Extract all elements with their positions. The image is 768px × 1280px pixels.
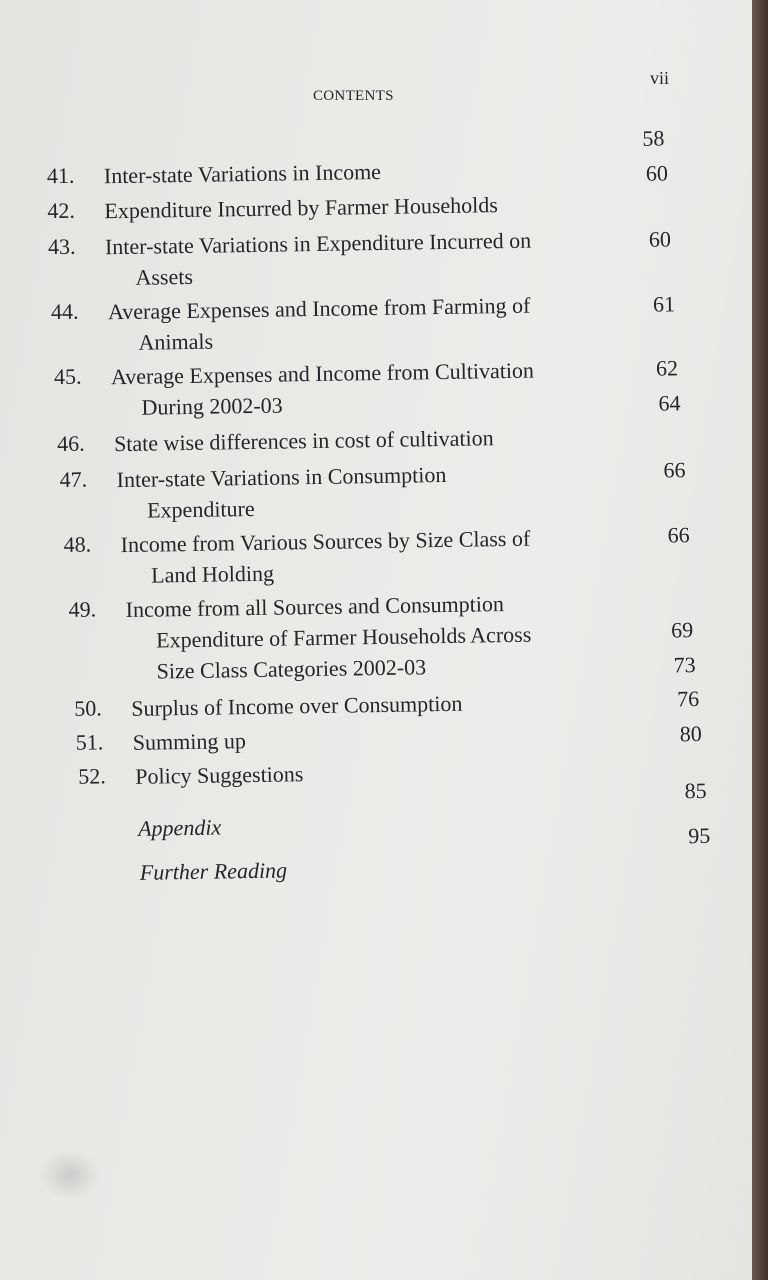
entry-number: 48. bbox=[63, 531, 92, 557]
entry-title: Inter-state Variations in Consumption Expenditure bbox=[116, 461, 447, 523]
entry-number: 41. bbox=[46, 162, 75, 189]
entry-title: Income from all Sources and Consumption Expenditure of Farmer Households Across Size Class Categories 2002-03 bbox=[125, 591, 532, 684]
entry-title: Summing up bbox=[132, 728, 247, 755]
running-head: CONTENTS bbox=[313, 88, 394, 104]
appendix-page: 85 bbox=[684, 777, 707, 804]
further-reading-label: Further Reading bbox=[139, 857, 288, 885]
entry-page: 62 bbox=[655, 355, 679, 381]
entry-title: Policy Suggestions bbox=[135, 761, 304, 789]
entry-title: Inter-state Variations in Income bbox=[103, 158, 382, 189]
entry-page: 64 bbox=[658, 390, 681, 416]
entry-number: 45. bbox=[53, 363, 82, 390]
entry-title: Surplus of Income over Consumption bbox=[131, 690, 463, 721]
entry-number: 50. bbox=[74, 695, 102, 721]
entry-page: 61 bbox=[652, 291, 676, 317]
entry-title: Expenditure Incurred by Farmer Households bbox=[104, 192, 499, 224]
entry-page: 80 bbox=[679, 720, 702, 747]
entry-number: 47. bbox=[59, 466, 88, 493]
book-edge bbox=[752, 0, 768, 1280]
entry-page: 66 bbox=[663, 457, 686, 483]
entry-title: Average Expenses and Income from Cultivation During 2002-03 bbox=[110, 357, 535, 420]
entry-page: 58 bbox=[642, 125, 665, 151]
entry-number: 46. bbox=[56, 430, 85, 457]
entry-number: 51. bbox=[75, 729, 104, 755]
entry-number: 43. bbox=[47, 233, 76, 260]
entry-page: 69 bbox=[670, 617, 694, 643]
entry-page: 60 bbox=[645, 160, 669, 186]
entry-page: 66 bbox=[667, 522, 690, 548]
entry-number: 44. bbox=[50, 298, 79, 325]
entry-number: 52. bbox=[78, 763, 106, 789]
folio-page-number: vii bbox=[650, 68, 670, 88]
entry-number: 49. bbox=[68, 596, 97, 622]
entry-title: Inter-state Variations in Expenditure Incurred on Assets bbox=[104, 227, 532, 290]
appendix-label: Appendix bbox=[137, 814, 222, 841]
page-smudge bbox=[40, 1150, 100, 1200]
entry-title: State wise differences in cost of cultivation bbox=[113, 425, 494, 457]
entry-title: Average Expenses and Income from Farming of Animals bbox=[107, 292, 531, 355]
entry-page: 73 bbox=[673, 652, 696, 678]
entry-page: 60 bbox=[648, 226, 672, 252]
further-reading-page: 95 bbox=[688, 822, 711, 849]
entry-number: 42. bbox=[47, 197, 76, 224]
entry-page: 76 bbox=[676, 686, 700, 712]
entry-title: Income from Various Sources by Size Class of Land Holding bbox=[120, 525, 531, 588]
